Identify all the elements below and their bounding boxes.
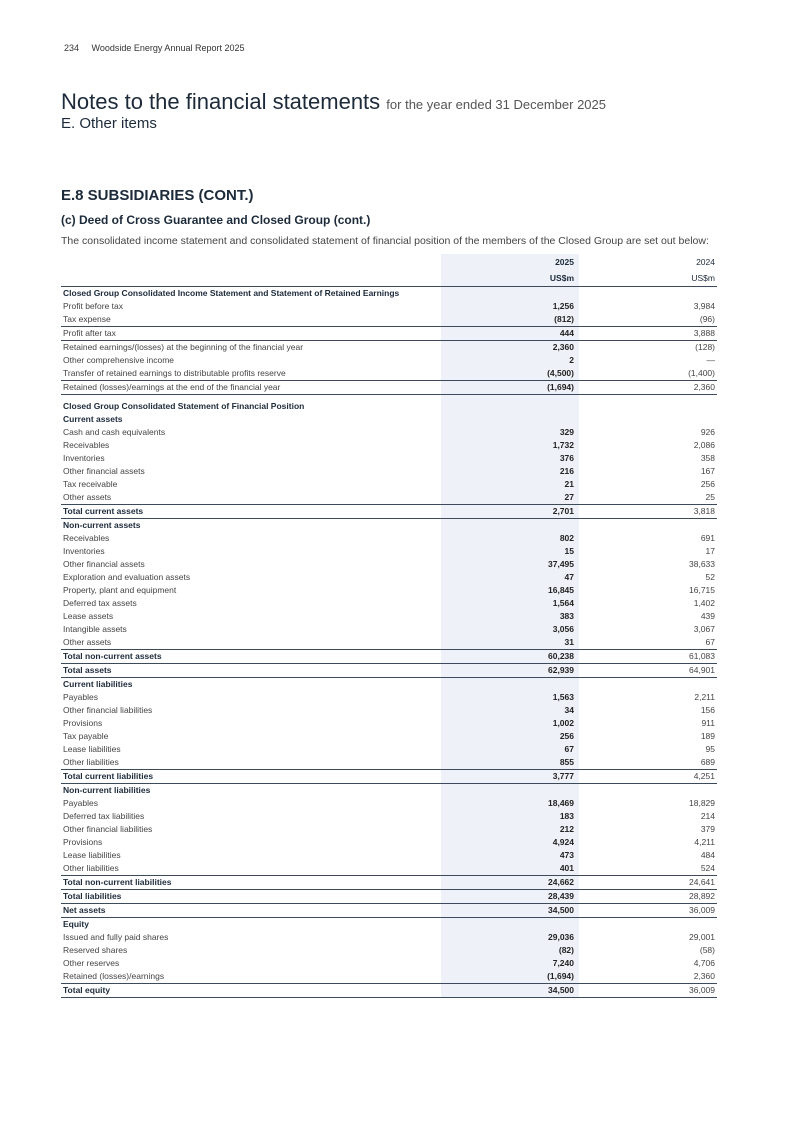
value-2024: 689 bbox=[700, 757, 715, 767]
value-2025: 802 bbox=[559, 533, 574, 543]
row-label: Intangible assets bbox=[63, 624, 127, 634]
value-2025: 28,439 bbox=[548, 891, 574, 901]
value-2025: 62,939 bbox=[548, 665, 574, 675]
total-row bbox=[61, 904, 717, 918]
row-label: Other assets bbox=[63, 492, 112, 502]
value-2025: 34 bbox=[564, 705, 574, 715]
row-label: Lease assets bbox=[63, 611, 114, 621]
value-2024: 524 bbox=[700, 863, 715, 873]
total-row bbox=[61, 505, 717, 519]
report-name: Woodside Energy Annual Report 2025 bbox=[91, 43, 245, 53]
row-label: Retained (losses)/earnings bbox=[63, 971, 165, 981]
value-2024: 64,901 bbox=[689, 665, 715, 675]
value-2025: 3,056 bbox=[552, 624, 574, 634]
section-row bbox=[61, 678, 717, 691]
table-row bbox=[61, 571, 717, 584]
row-label: Receivables bbox=[63, 533, 110, 543]
row-label: Net assets bbox=[63, 905, 106, 915]
value-2024: 2,086 bbox=[693, 440, 715, 450]
subsection-heading: (c) Deed of Cross Guarantee and Closed Group (cont.) bbox=[61, 213, 371, 227]
value-2025: 329 bbox=[559, 427, 574, 437]
row-label: Other financial liabilities bbox=[63, 824, 153, 834]
table-row bbox=[61, 584, 717, 597]
table-row bbox=[61, 341, 717, 354]
section-row bbox=[61, 918, 717, 931]
unit-2025: US$m bbox=[549, 273, 574, 283]
table-row bbox=[61, 300, 717, 313]
row-label: Closed Group Consolidated Statement of Financial Position bbox=[63, 401, 305, 411]
row-label: Retained earnings/(losses) at the beginning of the financial year bbox=[63, 342, 304, 352]
value-2025: 4,924 bbox=[552, 837, 574, 847]
table-row bbox=[61, 491, 717, 505]
header-2025: 2025 bbox=[555, 257, 574, 267]
value-2024: 52 bbox=[705, 572, 715, 582]
value-2025: 27 bbox=[564, 492, 574, 502]
row-label: Receivables bbox=[63, 440, 110, 450]
row-label: Payables bbox=[63, 692, 98, 702]
table-row bbox=[61, 465, 717, 478]
total-row bbox=[61, 650, 717, 664]
table-row bbox=[61, 439, 717, 452]
value-2024: 3,888 bbox=[693, 328, 715, 338]
value-2025: (812) bbox=[554, 314, 574, 324]
value-2025: 37,495 bbox=[548, 559, 574, 569]
row-label: Lease liabilities bbox=[63, 850, 121, 860]
value-2024: 4,251 bbox=[693, 771, 715, 781]
value-2025: 34,500 bbox=[548, 985, 574, 995]
value-2025: 1,256 bbox=[552, 301, 574, 311]
row-label: Deferred tax liabilities bbox=[63, 811, 145, 821]
value-2024: 2,360 bbox=[693, 382, 715, 392]
row-label: Closed Group Consolidated Income Statement and Statement of Retained Earnings bbox=[63, 288, 400, 298]
row-label: Total non-current assets bbox=[63, 651, 162, 661]
table-row bbox=[61, 532, 717, 545]
row-label: Non-current assets bbox=[63, 520, 141, 530]
value-2025: 256 bbox=[559, 731, 574, 741]
row-label: Tax receivable bbox=[63, 479, 118, 489]
section-row bbox=[61, 395, 717, 413]
value-2024: 911 bbox=[701, 718, 715, 728]
row-label: Other financial assets bbox=[63, 466, 145, 476]
value-2025: 1,002 bbox=[552, 718, 574, 728]
page-header bbox=[64, 43, 245, 53]
row-label: Other liabilities bbox=[63, 757, 119, 767]
value-2025: 855 bbox=[559, 757, 574, 767]
page-title-period: for the year ended 31 December 2025 bbox=[386, 97, 606, 112]
table-row bbox=[61, 756, 717, 770]
row-label: Retained (losses)/earnings at the end of the financial year bbox=[63, 382, 281, 392]
value-2025: 216 bbox=[559, 466, 574, 476]
table-body bbox=[61, 287, 717, 998]
table-row bbox=[61, 452, 717, 465]
row-label: Tax payable bbox=[63, 731, 109, 741]
value-2025: 401 bbox=[559, 863, 574, 873]
row-label: Inventories bbox=[63, 546, 105, 556]
value-2024: 67 bbox=[705, 637, 715, 647]
table-row bbox=[61, 478, 717, 491]
total-row bbox=[61, 984, 717, 998]
section-row bbox=[61, 519, 717, 532]
value-2025: 183 bbox=[559, 811, 574, 821]
value-2025: 31 bbox=[564, 637, 574, 647]
value-2024: 18,829 bbox=[689, 798, 715, 808]
table-row bbox=[61, 354, 717, 367]
row-label: Other financial assets bbox=[63, 559, 145, 569]
value-2024: 28,892 bbox=[689, 891, 715, 901]
table-row bbox=[61, 558, 717, 571]
table-header-units bbox=[61, 270, 717, 287]
value-2024: (96) bbox=[699, 314, 715, 324]
row-label: Inventories bbox=[63, 453, 105, 463]
section-heading: E.8 SUBSIDIARIES (CONT.) bbox=[61, 187, 254, 204]
value-2024: 1,402 bbox=[693, 598, 715, 608]
value-2024: 24,641 bbox=[689, 877, 715, 887]
table-row bbox=[61, 743, 717, 756]
value-2024: 214 bbox=[700, 811, 715, 821]
table-row bbox=[61, 862, 717, 876]
value-2025: 18,469 bbox=[548, 798, 574, 808]
value-2024: 358 bbox=[700, 453, 715, 463]
row-label: Total current liabilities bbox=[63, 771, 154, 781]
value-2024: 16,715 bbox=[689, 585, 715, 595]
value-2024: 38,633 bbox=[689, 559, 715, 569]
value-2024: 3,984 bbox=[693, 301, 715, 311]
value-2024: 4,706 bbox=[693, 958, 715, 968]
table-row bbox=[61, 931, 717, 944]
value-2024: 4,211 bbox=[694, 837, 715, 847]
value-2025: 473 bbox=[559, 850, 574, 860]
financial-table bbox=[61, 254, 717, 998]
value-2025: 3,777 bbox=[552, 771, 574, 781]
value-2024: 379 bbox=[700, 824, 715, 834]
value-2024: 256 bbox=[700, 479, 715, 489]
row-label: Cash and cash equivalents bbox=[63, 427, 166, 437]
table-row bbox=[61, 836, 717, 849]
row-label: Deferred tax assets bbox=[63, 598, 137, 608]
table-row bbox=[61, 597, 717, 610]
table-row bbox=[61, 849, 717, 862]
value-2025: 60,238 bbox=[548, 651, 574, 661]
table-row bbox=[61, 327, 717, 341]
table-row bbox=[61, 691, 717, 704]
value-2025: 376 bbox=[559, 453, 574, 463]
row-label: Other liabilities bbox=[63, 863, 119, 873]
value-2024: 156 bbox=[700, 705, 715, 715]
value-2024: 95 bbox=[705, 744, 715, 754]
value-2024: — bbox=[706, 355, 715, 365]
row-label: Current assets bbox=[63, 414, 123, 424]
row-label: Profit before tax bbox=[63, 301, 124, 311]
row-label: Property, plant and equipment bbox=[63, 585, 177, 595]
value-2025: 34,500 bbox=[548, 905, 574, 915]
page-title-main: Notes to the financial statements bbox=[61, 89, 381, 114]
value-2024: (128) bbox=[695, 342, 715, 352]
row-label: Current liabilities bbox=[63, 679, 133, 689]
table-row bbox=[61, 636, 717, 650]
row-label: Total current assets bbox=[63, 506, 144, 516]
value-2025: 1,564 bbox=[552, 598, 574, 608]
value-2024: 439 bbox=[700, 611, 715, 621]
table-row bbox=[61, 426, 717, 439]
table-row bbox=[61, 704, 717, 717]
table-row bbox=[61, 957, 717, 970]
row-label: Total equity bbox=[63, 985, 111, 995]
row-label: Provisions bbox=[63, 837, 103, 847]
table-row bbox=[61, 610, 717, 623]
row-label: Lease liabilities bbox=[63, 744, 121, 754]
intro-text: The consolidated income statement and consolidated statement of financial position of the members of the Closed Group are set out below: bbox=[61, 235, 709, 247]
table-row bbox=[61, 970, 717, 984]
table-row bbox=[61, 717, 717, 730]
table-header-years bbox=[61, 254, 717, 270]
total-row bbox=[61, 664, 717, 678]
row-label: Exploration and evaluation assets bbox=[63, 572, 191, 582]
row-label: Payables bbox=[63, 798, 98, 808]
value-2025: 2,701 bbox=[552, 506, 574, 516]
row-label: Other reserves bbox=[63, 958, 120, 968]
row-label: Non-current liabilities bbox=[63, 785, 151, 795]
value-2025: 212 bbox=[559, 824, 574, 834]
value-2024: 17 bbox=[705, 546, 715, 556]
row-label: Transfer of retained earnings to distributable profits reserve bbox=[63, 368, 286, 378]
value-2025: 383 bbox=[559, 611, 574, 621]
table-row bbox=[61, 313, 717, 327]
value-2025: 24,662 bbox=[548, 877, 574, 887]
value-2025: 15 bbox=[564, 546, 574, 556]
value-2025: 21 bbox=[564, 479, 574, 489]
value-2024: (1,400) bbox=[688, 368, 715, 378]
value-2024: 926 bbox=[700, 427, 715, 437]
table-row bbox=[61, 545, 717, 558]
value-2024: 36,009 bbox=[689, 905, 715, 915]
value-2025: 67 bbox=[564, 744, 574, 754]
row-label: Issued and fully paid shares bbox=[63, 932, 169, 942]
value-2024: 36,009 bbox=[689, 985, 715, 995]
value-2024: 167 bbox=[700, 466, 715, 476]
value-2025: (4,500) bbox=[547, 368, 574, 378]
value-2025: 47 bbox=[564, 572, 574, 582]
row-label: Provisions bbox=[63, 718, 103, 728]
value-2024: (58) bbox=[699, 945, 715, 955]
table-row bbox=[61, 367, 717, 381]
row-label: Total assets bbox=[63, 665, 112, 675]
value-2025: (1,694) bbox=[547, 382, 574, 392]
total-row bbox=[61, 770, 717, 784]
table-row bbox=[61, 797, 717, 810]
row-label: Tax expense bbox=[63, 314, 111, 324]
table-row bbox=[61, 381, 717, 395]
table-row bbox=[61, 823, 717, 836]
value-2025: 2,360 bbox=[552, 342, 574, 352]
page-number: 234 bbox=[64, 43, 80, 53]
row-label: Equity bbox=[63, 919, 89, 929]
value-2025: 29,036 bbox=[548, 932, 574, 942]
row-label: Total non-current liabilities bbox=[63, 877, 172, 887]
value-2025: 444 bbox=[559, 328, 574, 338]
value-2024: 484 bbox=[700, 850, 715, 860]
value-2024: 3,818 bbox=[693, 506, 715, 516]
value-2024: 61,083 bbox=[689, 651, 715, 661]
value-2025: 1,563 bbox=[552, 692, 574, 702]
header-2024: 2024 bbox=[696, 257, 715, 267]
row-label: Other financial liabilities bbox=[63, 705, 153, 715]
table-row bbox=[61, 730, 717, 743]
row-label: Other assets bbox=[63, 637, 112, 647]
total-row bbox=[61, 876, 717, 890]
value-2025: 7,240 bbox=[552, 958, 574, 968]
value-2025: (82) bbox=[558, 945, 574, 955]
row-label: Reserved shares bbox=[63, 945, 128, 955]
row-label: Profit after tax bbox=[63, 328, 116, 338]
total-row bbox=[61, 890, 717, 904]
table-row bbox=[61, 810, 717, 823]
value-2024: 691 bbox=[700, 533, 715, 543]
table-row bbox=[61, 944, 717, 957]
section-row bbox=[61, 287, 717, 300]
value-2024: 29,001 bbox=[689, 932, 715, 942]
value-2024: 3,067 bbox=[693, 624, 715, 634]
page-subtitle: E. Other items bbox=[61, 115, 157, 132]
value-2024: 189 bbox=[700, 731, 715, 741]
value-2025: 16,845 bbox=[548, 585, 574, 595]
unit-2024: US$m bbox=[691, 273, 715, 283]
section-row bbox=[61, 784, 717, 797]
row-label: Total liabilities bbox=[63, 891, 122, 901]
value-2025: 1,732 bbox=[552, 440, 574, 450]
page-title bbox=[61, 89, 606, 115]
value-2025: (1,694) bbox=[547, 971, 574, 981]
value-2024: 2,360 bbox=[693, 971, 715, 981]
section-row bbox=[61, 413, 717, 426]
value-2024: 2,211 bbox=[694, 692, 715, 702]
value-2024: 25 bbox=[705, 492, 715, 502]
row-label: Other comprehensive income bbox=[63, 355, 175, 365]
table-row bbox=[61, 623, 717, 636]
value-2025: 2 bbox=[569, 355, 574, 365]
